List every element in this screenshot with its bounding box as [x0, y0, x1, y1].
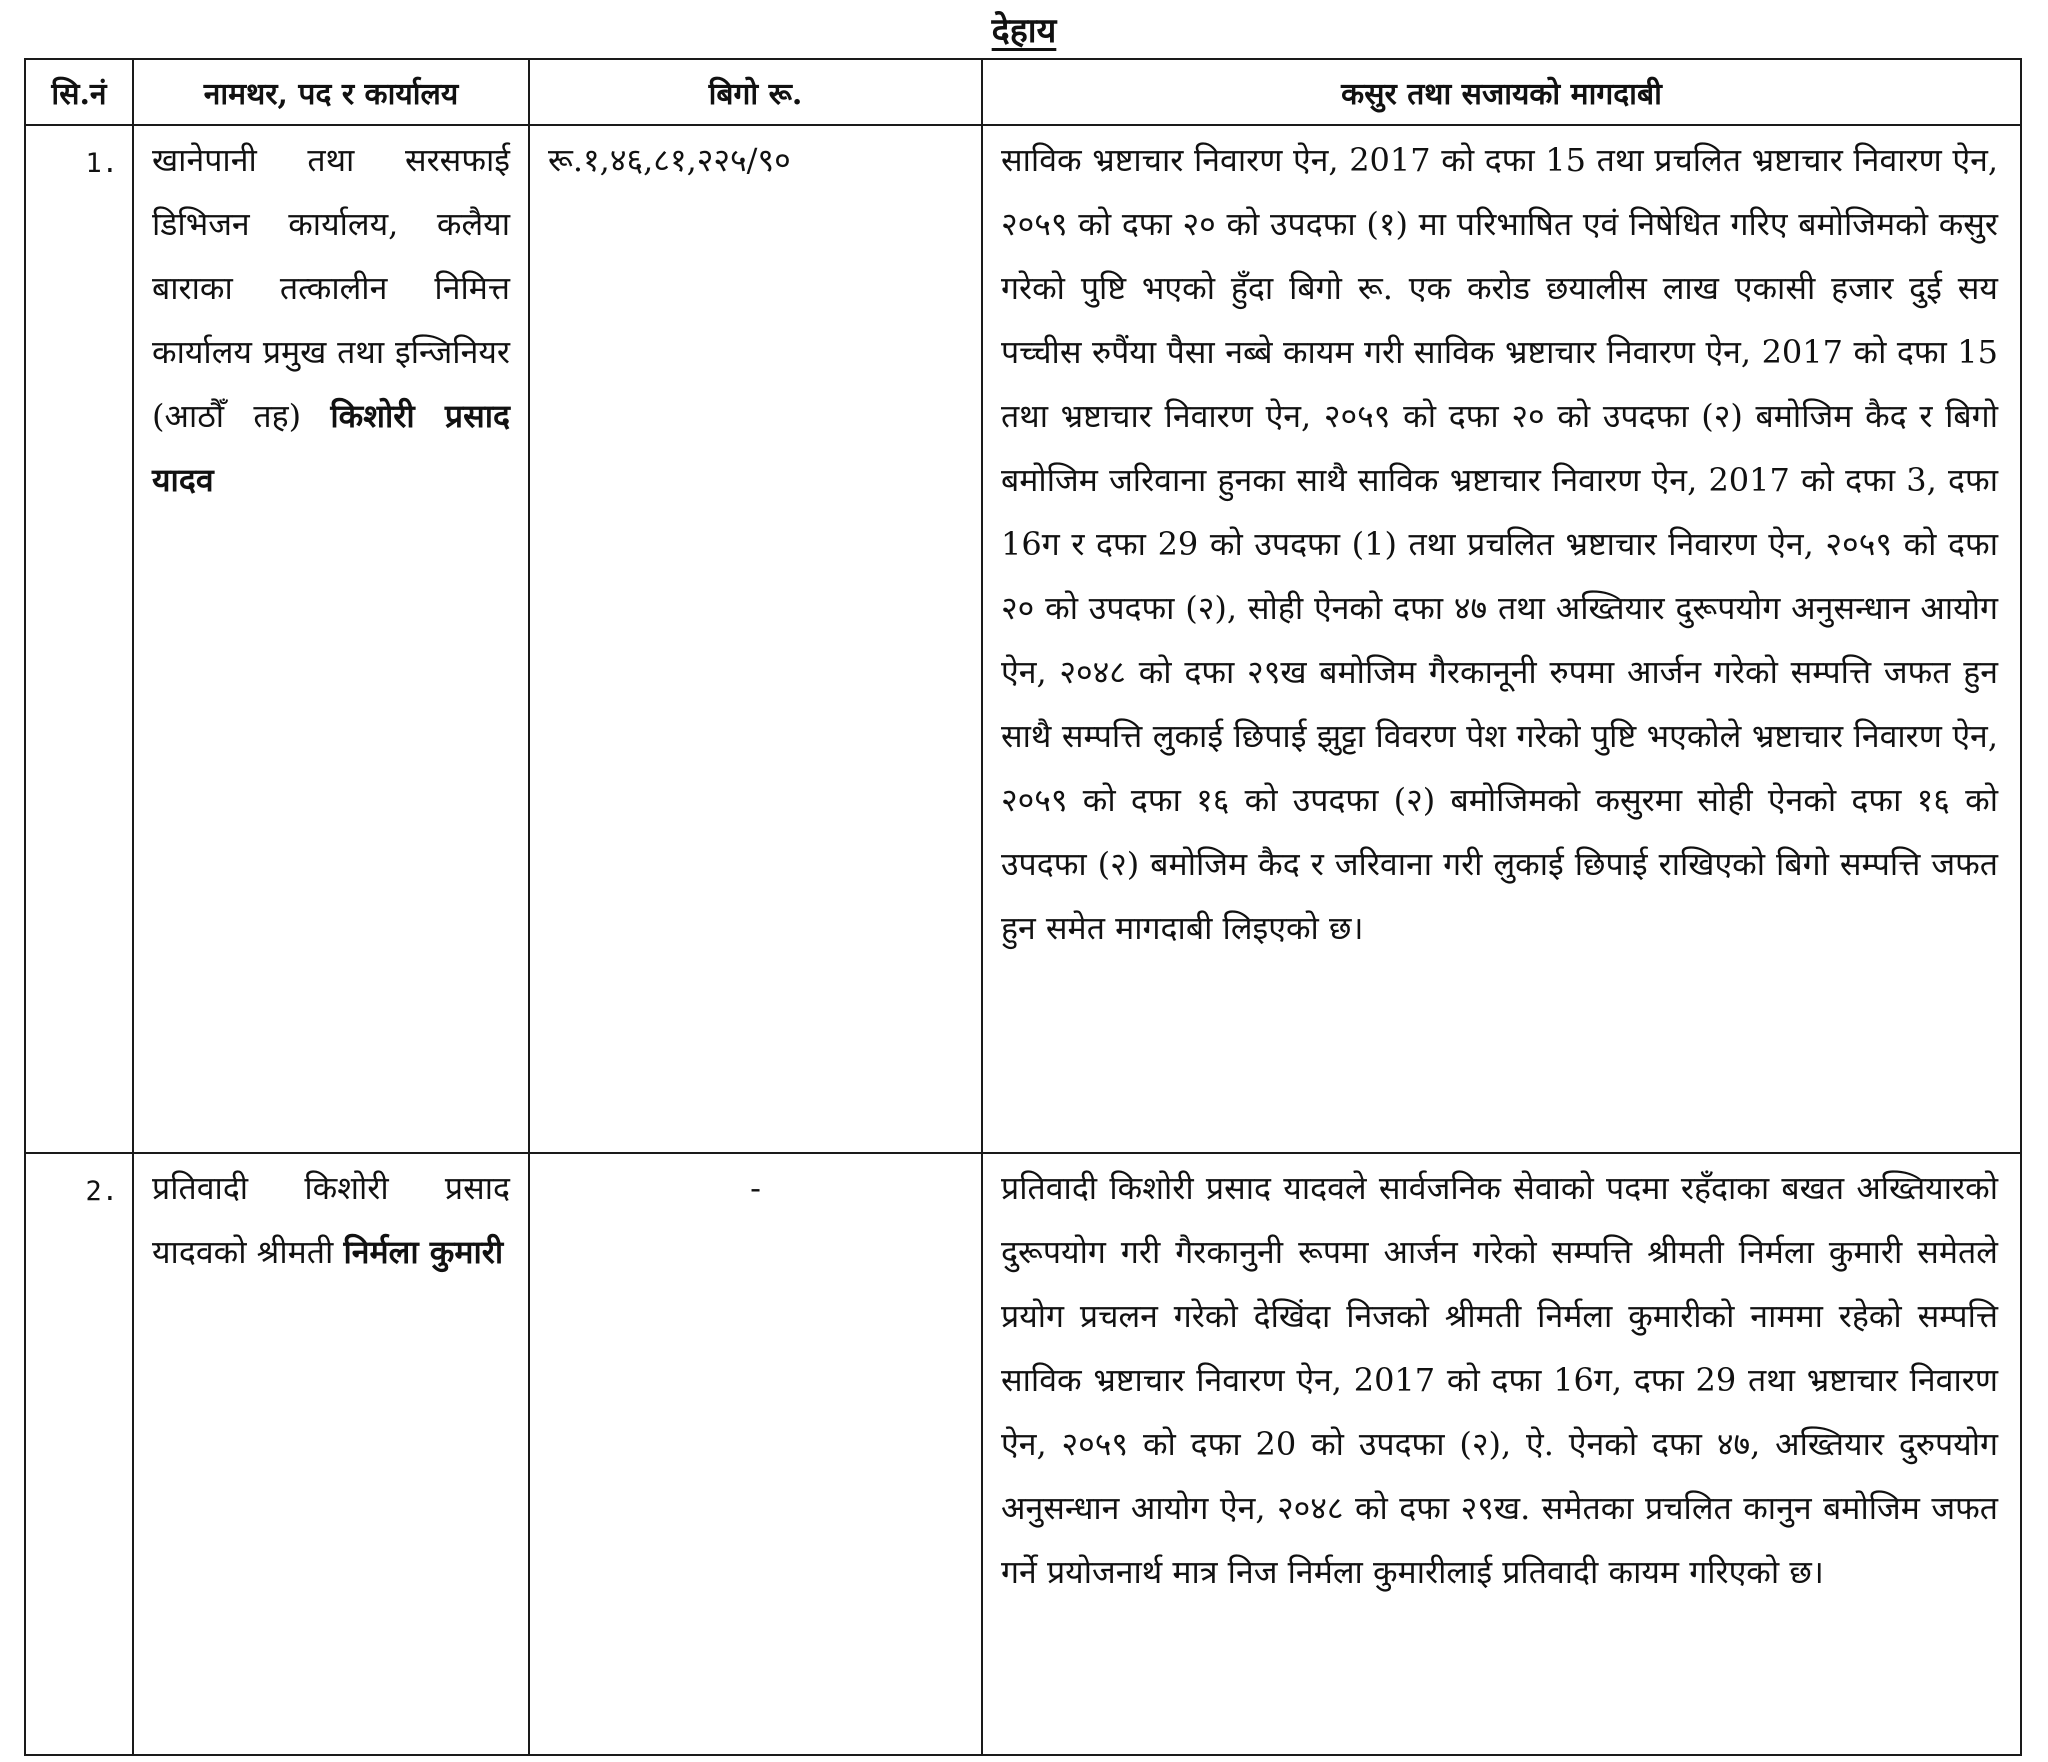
- row-name-text: प्रतिवादी किशोरी प्रसाद यादवको श्रीमती: [152, 1169, 510, 1271]
- row-name-bold: निर्मला कुमारी: [343, 1233, 504, 1271]
- row-name-cell: [133, 125, 529, 1153]
- table-header-row: [25, 59, 2021, 125]
- row-name-text: खानेपानी तथा सरसफाई डिभिजन कार्यालय, कलैया बाराका तत्कालीन निमित्त कार्यालय प्रमुख तथा इन्जिनियर (आठौँ तह): [152, 141, 510, 435]
- page-title: देहाय: [991, 11, 1057, 51]
- annex-table: [24, 58, 2022, 1756]
- row-amount: रू.१,४६,८१,२२५/९०: [529, 125, 982, 1153]
- row-claim: साविक भ्रष्टाचार निवारण ऐन, 2017 को दफा 15 तथा प्रचलित भ्रष्टाचार निवारण ऐन, २०५९ को दफा २० को उपदफा (१) मा परिभाषित एवं निषेधित गरिए बमोजिमको कसुर गरेको पुष्टि भएको हुँदा बिगो रू. एक करोड छयालीस लाख एकासी हजार दुई सय पच्चीस रुपैंया पैसा नब्बे कायम गरी साविक भ्रष्टाचार निवारण ऐन, 2017 को दफा 15 तथा भ्रष्टाचार निवारण ऐन, २०५९ को दफा २० को उपदफा (२) बमोजिम कैद र बिगो बमोजिम जरिवाना हुनका साथै साविक भ्रष्टाचार निवारण ऐन, 2017 को दफा 3, दफा 16ग र दफा 29 को उपदफा (1) तथा प्रचलित भ्रष्टाचार निवारण ऐन, २०५९ को दफा २० को उपदफा (२), सोही ऐनको दफा ४७ तथा अख्तियार दुरूपयोग अनुसन्धान आयोग ऐन, २०४८ को दफा २९ख बमोजिम गैरकानूनी रुपमा आर्जन गरेको सम्पत्ति जफत हुन साथै सम्पत्ति लुकाई छिपाई झुट्टा विवरण पेश गरेको पुष्टि भएकोले भ्रष्टाचार निवारण ऐन, २०५९ को दफा १६ को उपदफा (२) बमोजिमको कसुरमा सोही ऐनको दफा १६ को उपदफा (२) बमोजिम कैद र जरिवाना गरी लुकाई छिपाई राखिएको बिगो सम्पत्ति जफत हुन समेत मागदाबी लिइएको छ।: [982, 125, 2021, 1153]
- row-name-cell: [133, 1153, 529, 1755]
- header-name-post-office: नामथर, पद र कार्यालय: [133, 59, 529, 125]
- row-amount: -: [529, 1153, 982, 1755]
- row-serial-number: 1.: [25, 125, 133, 1153]
- header-amount: बिगो रू.: [529, 59, 982, 125]
- table-row: [25, 1153, 2021, 1755]
- row-serial-number: 2.: [25, 1153, 133, 1755]
- header-charge-claim: कसुर तथा सजायको मागदाबी: [982, 59, 2021, 125]
- header-serial-number: सि.नं: [25, 59, 133, 125]
- row-claim: प्रतिवादी किशोरी प्रसाद यादवले सार्वजनिक सेवाको पदमा रहँदाका बखत अख्तियारको दुरूपयोग गरी गैरकानुनी रूपमा आर्जन गरेको सम्पत्ति श्रीमती निर्मला कुमारी समेतले प्रयोग प्रचलन गरेको देखिंदा निजको श्रीमती निर्मला कुमारीको नाममा रहेको सम्पत्ति साविक भ्रष्टाचार निवारण ऐन, 2017 को दफा 16ग, दफा 29 तथा भ्रष्टाचार निवारण ऐन, २०५९ को दफा 20 को उपदफा (२), ऐ. ऐनको दफा ४७, अख्तियार दुरुपयोग अनुसन्धान आयोग ऐन, २०४८ को दफा २९ख. समेतका प्रचलित कानुन बमोजिम जफत गर्ने प्रयोजनार्थ मात्र निज निर्मला कुमारीलाई प्रतिवादी कायम गरिएको छ।: [982, 1153, 2021, 1755]
- table-row: [25, 125, 2021, 1153]
- row-name-bold: किशोरी प्रसाद यादव: [152, 397, 510, 499]
